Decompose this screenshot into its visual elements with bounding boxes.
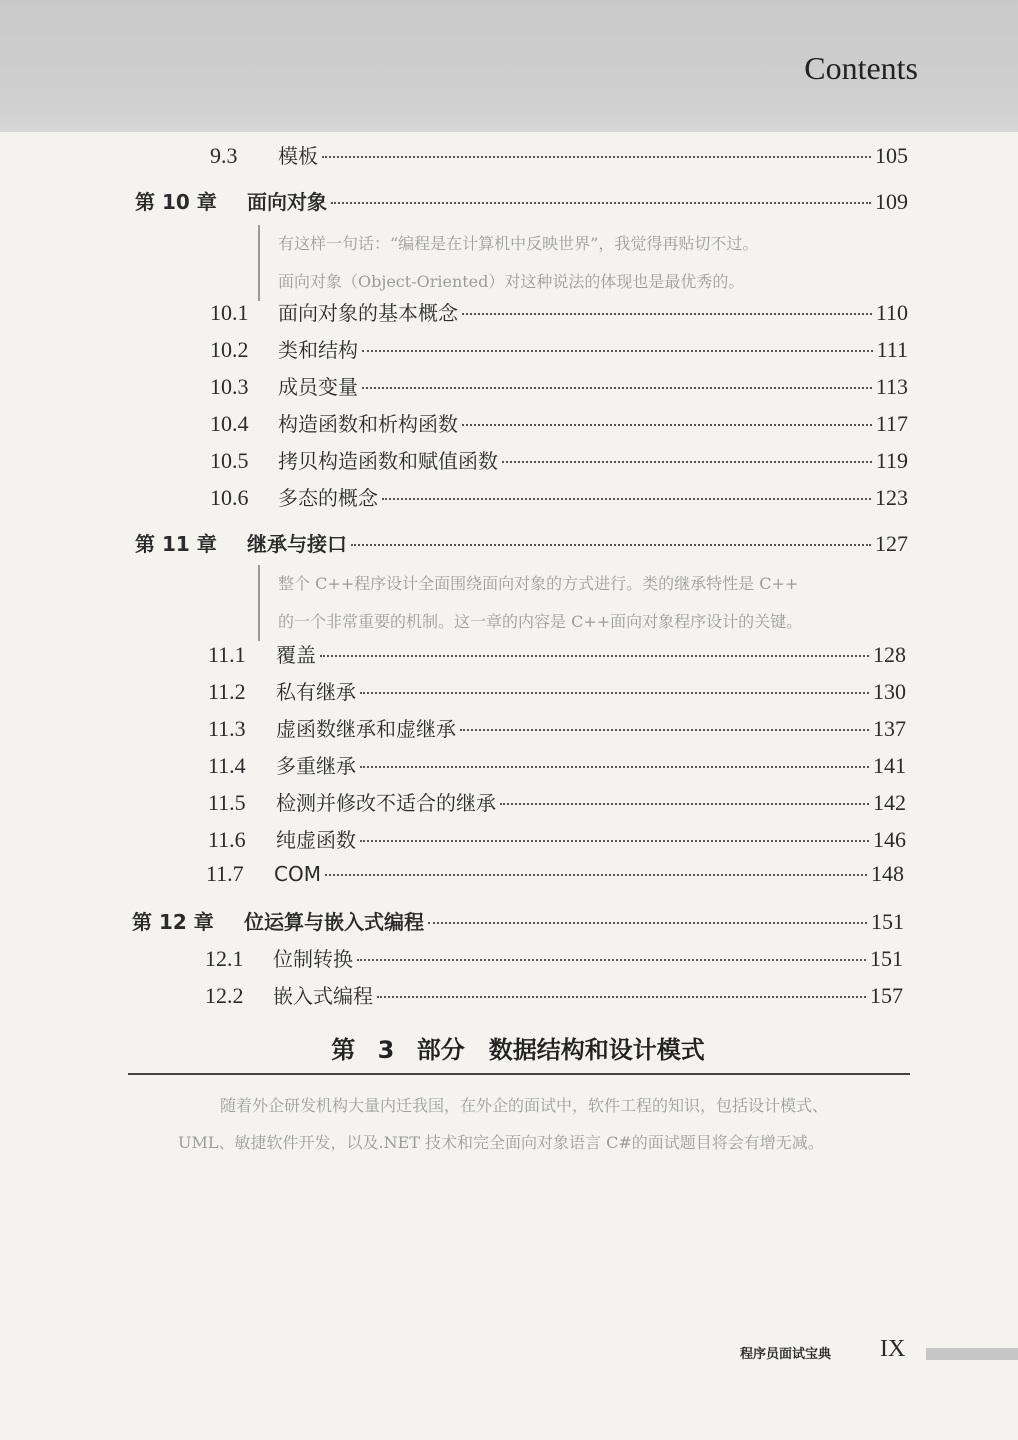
toc-entry-number: 10.2 (210, 337, 249, 362)
toc-entry-title: 构造函数和析构函数 (278, 412, 458, 436)
part-divider (128, 1073, 910, 1075)
toc-entry-number: 11.4 (208, 753, 246, 778)
toc-entry-title: 多重继承 (276, 754, 356, 778)
toc-section-row[interactable] (206, 861, 904, 887)
toc-entry-number: 12.1 (205, 946, 244, 971)
toc-entry-title: 位制转换 (273, 947, 353, 971)
dot-leader (325, 874, 867, 876)
chapter-epigraph (258, 225, 758, 301)
toc-entry-title: 纯虚函数 (276, 828, 356, 852)
footer-page-number: IX (880, 1336, 906, 1362)
dot-leader (362, 387, 872, 389)
toc-section-row[interactable] (210, 482, 908, 511)
toc-entry-number: 10.5 (210, 448, 249, 473)
dot-leader (331, 202, 871, 204)
footer-bar (926, 1348, 1018, 1360)
toc-entry-number: 9.3 (210, 143, 238, 168)
epigraph-line: 整个 C++程序设计全面围绕面向对象的方式进行。类的继承特性是 C++ (278, 574, 799, 593)
toc-entry-page: 117 (875, 411, 908, 436)
toc-chapter-row[interactable] (132, 906, 904, 935)
dot-leader (362, 350, 873, 352)
chapter-epigraph (258, 565, 802, 641)
toc-section-row[interactable] (208, 639, 906, 668)
toc-entry-page: 109 (875, 189, 908, 214)
toc-chapter-row[interactable] (135, 528, 908, 557)
toc-entry-number: 10.6 (210, 485, 249, 510)
toc-entry-page: 105 (875, 143, 908, 168)
toc-entry-page: 157 (870, 983, 903, 1008)
toc-entry-title: 覆盖 (276, 643, 316, 667)
toc-entry-number: 11.7 (206, 861, 244, 886)
dot-leader (360, 766, 869, 768)
dot-leader (360, 692, 869, 694)
dot-leader (428, 922, 867, 924)
toc-entry-number: 第 10 章 (135, 190, 217, 214)
dot-leader (322, 156, 871, 158)
part-title: 第 3 部分 数据结构和设计模式 (331, 1036, 705, 1064)
toc-entry-page: 142 (873, 790, 906, 815)
toc-section-row[interactable] (208, 750, 906, 779)
toc-section-row[interactable] (210, 297, 908, 326)
dot-leader (460, 729, 869, 731)
toc-entry-page: 111 (876, 337, 908, 362)
toc-entry-title: 继承与接口 (247, 532, 347, 556)
toc-entry-title: 类和结构 (278, 338, 358, 362)
epigraph-line: 有这样一句话：“编程是在计算机中反映世界”，我觉得再贴切不过。 (278, 234, 759, 253)
toc-entry-page: 110 (875, 300, 908, 325)
toc-entry-number: 11.1 (208, 642, 246, 667)
dot-leader (462, 313, 872, 315)
toc-entry-number: 11.5 (208, 790, 246, 815)
toc-section-row[interactable] (208, 676, 906, 705)
toc-entry-title: 私有继承 (276, 680, 356, 704)
epigraph-line: 的一个非常重要的机制。这一章的内容是 C++面向对象程序设计的关键。 (278, 612, 803, 631)
toc-entry-number: 11.6 (208, 827, 246, 852)
toc-entry-page: 130 (873, 679, 906, 704)
toc-entry-page: 113 (875, 374, 908, 399)
epigraph-line: 面向对象（Object-Oriented）对这种说法的体现也是最优秀的。 (278, 272, 745, 291)
toc-entry-page: 128 (873, 642, 906, 667)
toc-entry-number: 10.4 (210, 411, 249, 436)
toc-entry-title: 检测并修改不适合的继承 (276, 791, 496, 815)
toc-entry-title: 成员变量 (278, 375, 358, 399)
toc-entry-title: 面向对象的基本概念 (278, 301, 458, 325)
toc-entry-number: 11.3 (208, 716, 246, 741)
toc-entry-page: 123 (875, 485, 908, 510)
toc-section-row[interactable] (205, 980, 903, 1009)
dot-leader (320, 655, 869, 657)
toc-entry-number: 11.2 (208, 679, 246, 704)
toc-entry-page: 151 (871, 909, 904, 934)
toc-entry-title: COM (274, 862, 321, 886)
toc-section-row[interactable] (208, 824, 906, 853)
dot-leader (382, 498, 871, 500)
dot-leader (351, 544, 871, 546)
dot-leader (462, 424, 872, 426)
dot-leader (377, 996, 866, 998)
toc-entry-number: 10.3 (210, 374, 249, 399)
dot-leader (357, 959, 866, 961)
page-header-title: Contents (804, 50, 918, 86)
part-intro-text: 随着外企研发机构大量内迁我国，在外企的面试中，软件工程的知识，包括设计模式、UML、敏捷软件开发，以及.NET 技术和完全面向对象语言 C#的面试题目将会有增无减。 (178, 1096, 829, 1152)
toc-section-row[interactable] (210, 371, 908, 400)
toc-entry-title: 嵌入式编程 (273, 984, 373, 1008)
toc-entry-title: 拷贝构造函数和赋值函数 (278, 449, 498, 473)
toc-section-row[interactable] (210, 408, 908, 437)
toc-section-row[interactable] (208, 787, 906, 816)
toc-chapter-row[interactable] (135, 186, 908, 215)
toc-entry-page: 127 (875, 531, 908, 556)
toc-entry-page: 146 (873, 827, 906, 852)
dot-leader (500, 803, 869, 805)
toc-section-row[interactable] (210, 445, 908, 474)
toc-entry-title: 面向对象 (247, 190, 327, 214)
toc-entry-number: 12.2 (205, 983, 244, 1008)
toc-entry-number: 10.1 (210, 300, 249, 325)
toc-entry-number: 第 12 章 (132, 910, 214, 934)
footer-book-title: 程序员面试宝典 (740, 1347, 832, 1362)
toc-section-row[interactable] (210, 140, 908, 169)
toc-entry-page: 151 (870, 946, 903, 971)
toc-entry-number: 第 11 章 (135, 532, 217, 556)
toc-entry-page: 141 (873, 753, 906, 778)
toc-entry-title: 虚函数继承和虚继承 (276, 717, 456, 741)
toc-section-row[interactable] (210, 334, 908, 363)
dot-leader (360, 840, 869, 842)
toc-entry-page: 137 (873, 716, 906, 741)
toc-section-row[interactable] (205, 943, 903, 972)
dot-leader (502, 461, 872, 463)
toc-entry-title: 模板 (278, 144, 318, 168)
toc-entry-page: 119 (875, 448, 908, 473)
toc-entry-title: 多态的概念 (278, 486, 378, 510)
toc-entry-page: 148 (871, 861, 904, 886)
toc-section-row[interactable] (208, 713, 906, 742)
toc-entry-title: 位运算与嵌入式编程 (244, 910, 424, 934)
